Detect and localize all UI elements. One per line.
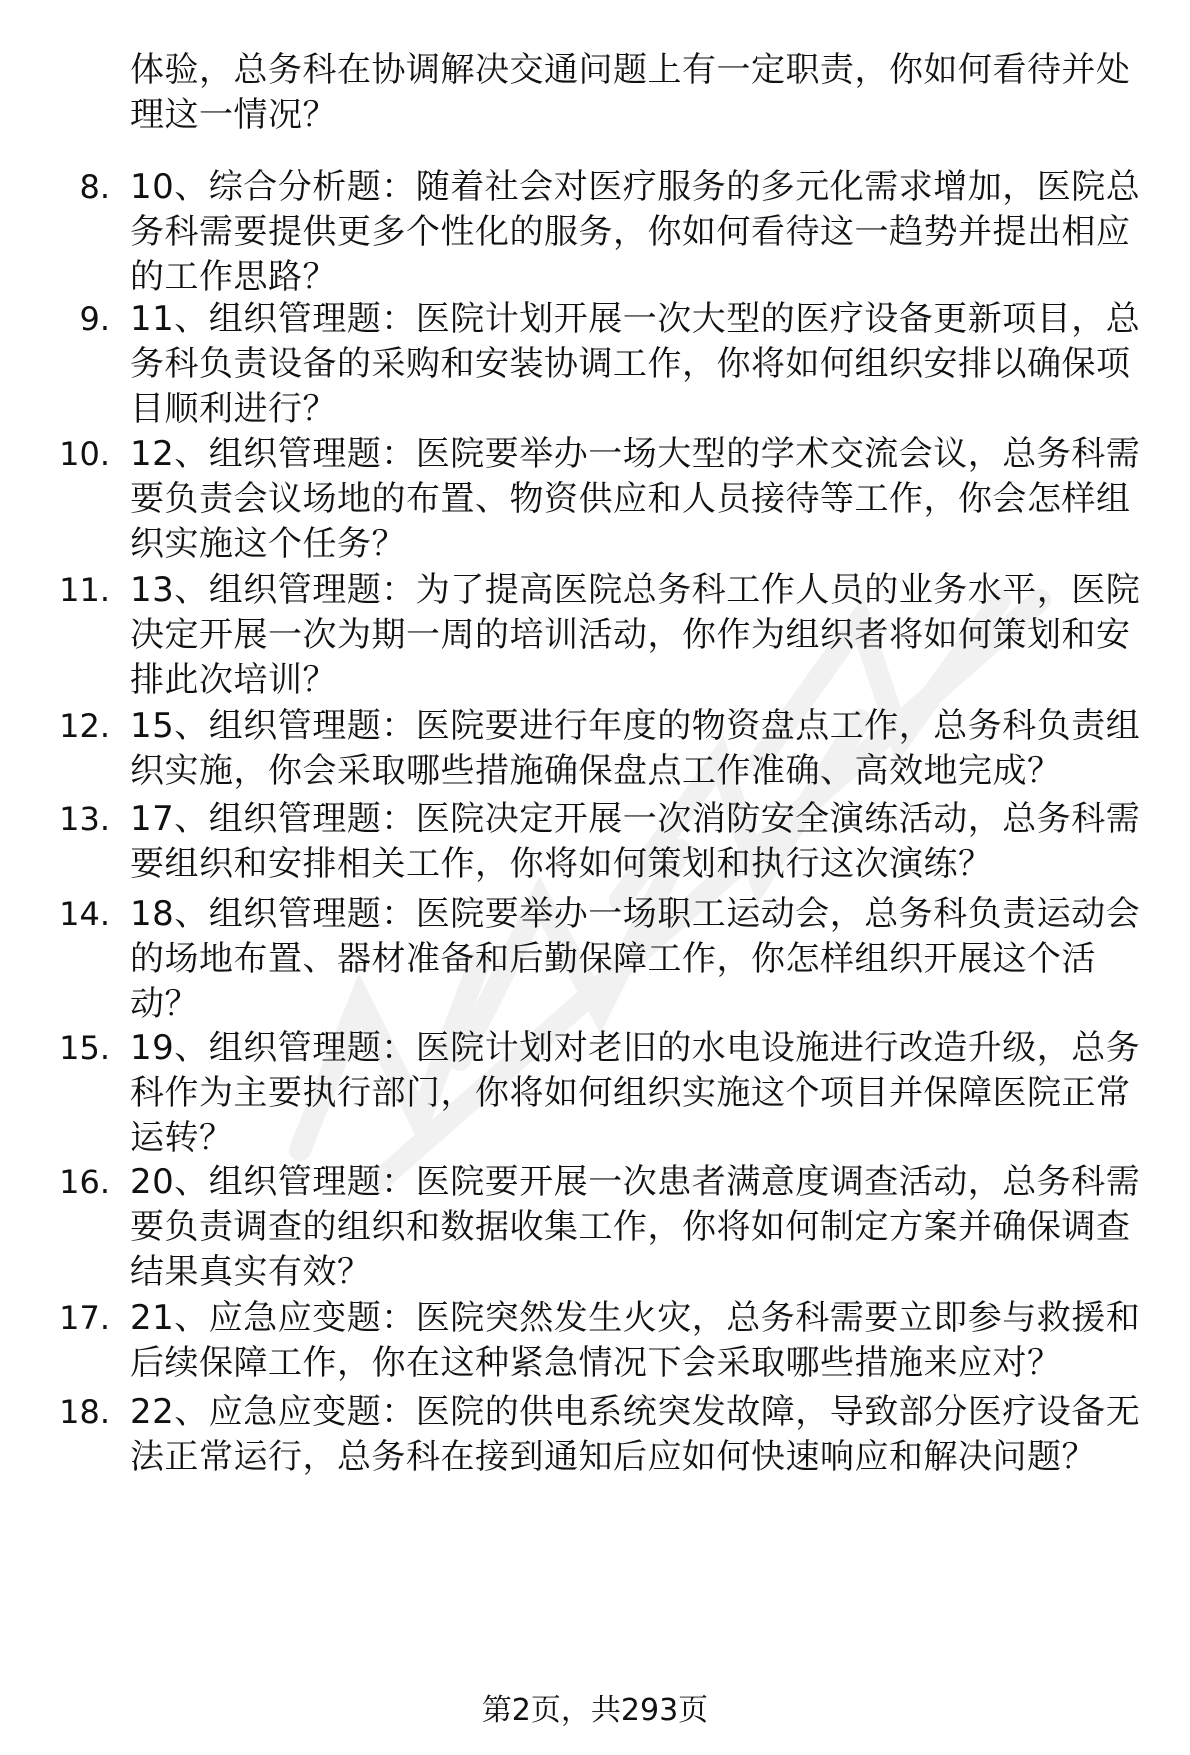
- continued-question-text: 体验，总务科在协调解决交通问题上有一定职责，你如何看待并处理这一情况？: [130, 50, 1131, 135]
- list-item-number: 17.: [59, 1299, 110, 1337]
- list-item-number: 11.: [59, 571, 110, 609]
- list-item-text: 15、组织管理题：医院要进行年度的物资盘点工作，总务科负责组织实施，你会采取哪些措施确保盘点工作准确、高效地完成？: [130, 706, 1141, 791]
- list-item-text: 17、组织管理题：医院决定开展一次消防安全演练活动，总务科需要组织和安排相关工作，你将如何策划和执行这次演练？: [130, 799, 1141, 884]
- list-item-text: 19、组织管理题：医院计划对老旧的水电设施进行改造升级，总务科作为主要执行部门，你将如何组织实施这个项目并保障医院正常运转？: [130, 1028, 1141, 1158]
- list-item-text: 11、组织管理题：医院计划开展一次大型的医疗设备更新项目，总务科负责设备的采购和安装协调工作，你将如何组织安排以确保项目顺利进行？: [130, 299, 1141, 429]
- list-item-number: 12.: [59, 707, 110, 745]
- list-item-number: 9.: [79, 300, 110, 338]
- list-item-text: 22、应急应变题：医院的供电系统突发故障，导致部分医疗设备无法正常运行，总务科在接到通知后应如何快速响应和解决问题？: [130, 1392, 1141, 1477]
- list-item-text: 12、组织管理题：医院要举办一场大型的学术交流会议，总务科需要负责会议场地的布置、物资供应和人员接待等工作，你会怎样组织实施这个任务？: [130, 434, 1141, 564]
- list-item-number: 18.: [59, 1393, 110, 1431]
- list-item-number: 15.: [59, 1029, 110, 1067]
- list-item-text: 13、组织管理题：为了提高医院总务科工作人员的业务水平，医院决定开展一次为期一周的培训活动，你作为组织者将如何策划和安排此次培训？: [130, 570, 1141, 700]
- list-item-number: 8.: [79, 168, 110, 206]
- list-item-number: 13.: [59, 800, 110, 838]
- list-item-number: 16.: [59, 1163, 110, 1201]
- list-item-text: 20、组织管理题：医院要开展一次患者满意度调查活动，总务科需要负责调查的组织和数据收集工作，你将如何制定方案并确保调查结果真实有效？: [130, 1162, 1141, 1292]
- list-item-number: 14.: [59, 895, 110, 933]
- page-footer: 第2页，共293页: [481, 1693, 709, 1728]
- list-item-text: 10、综合分析题：随着社会对医疗服务的多元化需求增加，医院总务科需要提供更多个性化的服务，你如何看待这一趋势并提出相应的工作思路？: [130, 167, 1141, 297]
- list-item-text: 18、组织管理题：医院要举办一场职工运动会，总务科负责运动会的场地布置、器材准备和后勤保障工作，你怎样组织开展这个活动？: [130, 894, 1141, 1024]
- list-item-text: 21、应急应变题：医院突然发生火灾，总务科需要立即参与救援和后续保障工作，你在这种紧急情况下会采取哪些措施来应对？: [130, 1298, 1141, 1383]
- list-item-number: 10.: [59, 435, 110, 473]
